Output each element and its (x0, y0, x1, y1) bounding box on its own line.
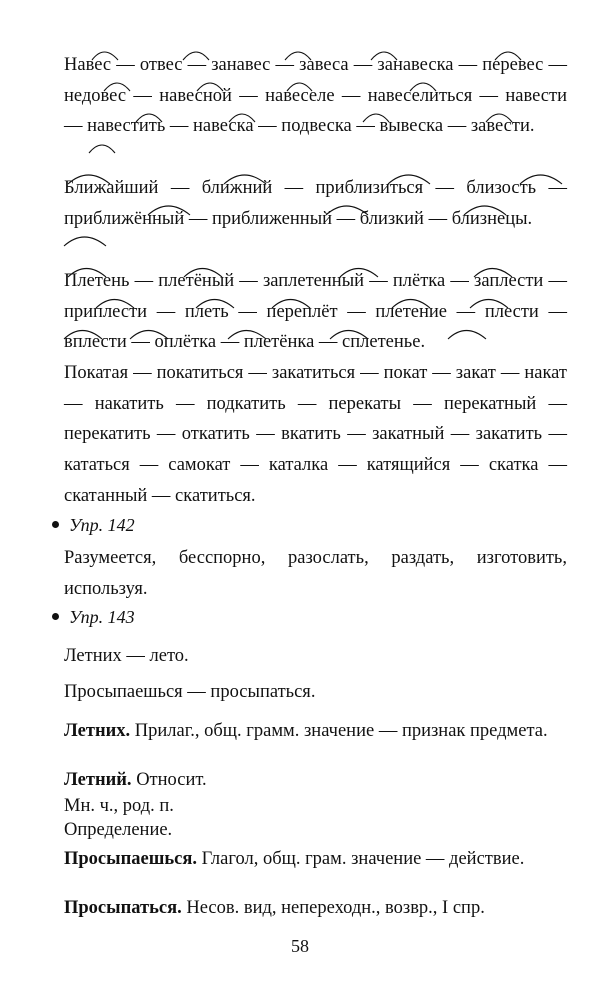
analysis-letnikh: Летних. Прилаг., общ. грамм. значение — признак предмета. (64, 721, 548, 741)
analysis-letniy: Летний. Относит. (64, 770, 207, 790)
morpheme-line-prosypatsya: Просыпаешься — просыпаться. (64, 682, 316, 702)
root-arc (64, 237, 106, 246)
paragraph-roots-ves: Навес — отвес — занавес — завеса — занавеска — перевес — недовес — навесной — навеселе — навеселиться — навести — навестить — навеска — подвеска — вывеска — завести. (64, 55, 567, 137)
bullet-icon (52, 613, 59, 620)
paragraph-roots-bliz: Ближайший — ближний — приблизиться — близость — приближённый — приближенный — близкий — близнецы. (64, 178, 567, 229)
exercise-142-text: Разумеется, бесспорно, разослать, раздать, изготовить, используя. (64, 548, 567, 599)
morpheme-line-leto: Летних — лето. (64, 646, 189, 666)
analysis-role: Определение. (64, 820, 173, 840)
exercise-142-label: Упр. 142 (52, 515, 135, 536)
paragraph-roots-kat: Покатая — покатиться — закатиться — покат — закат — накат — накатить — подкатить — перекаты — перекатный — перекатить — откатить — вкатить — закатный — закатить — кататься — самокат — каталка — катящийся — скатка — скатанный — скатиться. (64, 363, 567, 506)
page-number: 58 (291, 936, 309, 956)
root-arc (89, 145, 115, 153)
analysis-case: Мн. ч., род. п. (64, 796, 174, 816)
analysis-prosypatsya: Просыпаться. Несов. вид, непереходн., возвр., I спр. (64, 898, 485, 918)
exercise-143-label: Упр. 143 (52, 607, 135, 628)
bullet-icon (52, 521, 59, 528)
analysis-prosypaeshsya: Просыпаешься. Глагол, общ. грам. значение — действие. (64, 849, 525, 869)
paragraph-roots-plet: Плетень — плетёный — заплетенный — плётка — заплести — приплести — плеть — переплёт — плетение — плести — вплести — оплётка — плетёнка — сплетенье. (64, 271, 567, 353)
